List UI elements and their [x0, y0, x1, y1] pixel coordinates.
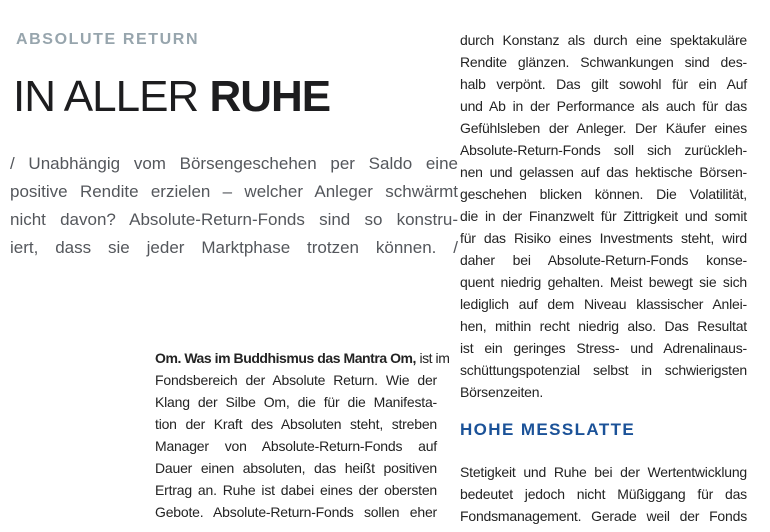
- left-column: [155, 347, 450, 523]
- intro-line: iert, dass sie jeder Marktphase trotzen können. /: [10, 238, 458, 257]
- text-line: nen und gelassen auf das hektische Börsen-: [460, 164, 747, 180]
- right-column-paragraph-2: [460, 461, 747, 527]
- article-title-bold-part: RUHE: [209, 72, 331, 121]
- article-title: [13, 74, 330, 120]
- text-line: Fondsmanagement. Gerade weil der Fonds: [460, 508, 747, 524]
- lead-line: [155, 347, 450, 369]
- section-subheading: HOHE MESSLATTE: [460, 420, 636, 439]
- text-line: ist ein geringes Stress- und Adrenalinaus-: [460, 340, 747, 356]
- text-line: und Ab in der Performance als auch für das: [460, 98, 747, 114]
- text-line: Fondsbereich der Absolute Return. Wie der: [155, 372, 437, 388]
- text-line: geschehen blicken können. Die Volatilität,: [460, 186, 747, 202]
- lead-rest-text: ist im: [416, 350, 450, 366]
- text-line: halb verpönt. Das gilt sowohl für ein Auf: [460, 76, 747, 92]
- text-line: tion der Kraft des Absoluten steht, streben: [155, 416, 437, 432]
- text-line: Ertrag an. Ruhe ist dabei eines der obersten: [155, 482, 437, 498]
- text-line: Absolute-Return-Fonds soll sich zurückleh-: [460, 142, 747, 158]
- text-line: quent niedrig gehalten. Meist bewegt sie sich: [460, 274, 747, 290]
- intro-standfirst: [10, 150, 458, 262]
- intro-line: / Unabhängig vom Börsengeschehen per Saldo eine: [10, 154, 458, 173]
- text-line: Börsenzeiten.: [460, 384, 544, 400]
- text-line: lediglich auf dem Niveau klassischer Anlei-: [460, 296, 747, 312]
- intro-line: nicht davon? Absolute-Return-Fonds sind so konstru-: [10, 210, 458, 229]
- right-column-paragraph-1: [460, 29, 747, 403]
- text-line: Rendite glänzen. Schwankungen sind des-: [460, 54, 747, 70]
- text-line: Gebote. Absolute-Return-Fonds sollen eher: [155, 504, 437, 520]
- kicker-label: ABSOLUTE RETURN: [16, 31, 200, 48]
- right-column: [460, 29, 747, 527]
- text-line: bedeutet jedoch nicht Müßiggang für das: [460, 486, 747, 502]
- text-line: schüttungspotenzial selbst in schwierigsten: [460, 362, 747, 378]
- text-line: Dauer einen absoluten, das heißt positiven: [155, 460, 437, 476]
- text-line: Gefühlsleben der Anleger. Der Käufer eines: [460, 120, 747, 136]
- text-line: durch Konstanz als durch eine spektakuläre: [460, 32, 747, 48]
- text-line: die in der Finanzwelt für Zittrigkeit und somit: [460, 208, 747, 224]
- article-title-light-part: IN ALLER: [13, 72, 210, 121]
- text-line: für das Risiko eines Investments steht, wird: [460, 230, 747, 246]
- lead-bold-text: Om. Was im Buddhismus das Mantra Om,: [155, 350, 416, 366]
- text-line: Manager von Absolute-Return-Fonds auf: [155, 438, 437, 454]
- text-line: Stetigkeit und Ruhe bei der Wertentwicklung: [460, 464, 747, 480]
- left-column-paragraph: [155, 369, 437, 523]
- intro-line: positive Rendite erzielen – welcher Anleger schwärmt: [10, 182, 458, 201]
- text-line: daher bei Absolute-Return-Fonds konse-: [460, 252, 747, 268]
- text-line: Klang der Silbe Om, die für die Manifesta-: [155, 394, 437, 410]
- text-line: hen, mithin recht niedrig also. Das Resultat: [460, 318, 747, 334]
